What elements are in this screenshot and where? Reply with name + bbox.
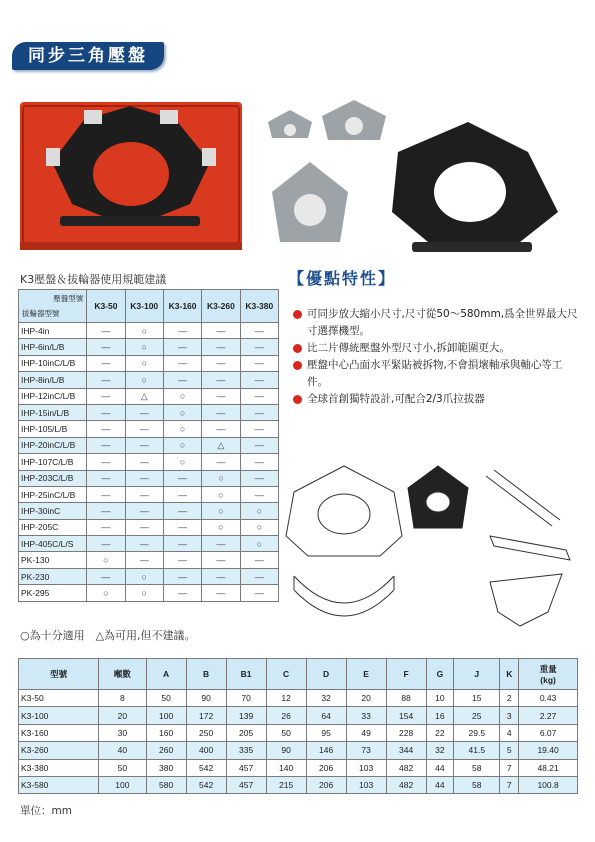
compat-row bbox=[19, 454, 279, 470]
spec-cell: 160 bbox=[146, 724, 186, 741]
compat-cell: ○ bbox=[125, 339, 163, 355]
compat-row bbox=[19, 585, 279, 601]
puller-model: IHP-4in bbox=[19, 323, 87, 339]
compat-cell: — bbox=[240, 568, 278, 584]
compat-cell: ○ bbox=[163, 404, 201, 420]
compat-cell: — bbox=[125, 437, 163, 453]
spec-cell: 8 bbox=[99, 690, 146, 707]
compat-cell: — bbox=[125, 486, 163, 502]
compat-cell: — bbox=[202, 339, 240, 355]
spec-header: K bbox=[500, 659, 519, 690]
compat-cell: — bbox=[240, 585, 278, 601]
spec-cell: 20 bbox=[99, 707, 146, 724]
compat-cell: — bbox=[240, 454, 278, 470]
compat-cell: — bbox=[125, 536, 163, 552]
compat-row bbox=[19, 323, 279, 339]
compat-cell: — bbox=[202, 568, 240, 584]
spec-cell: 140 bbox=[266, 759, 306, 776]
compat-cell: — bbox=[202, 454, 240, 470]
spec-cell: 0.43 bbox=[519, 690, 578, 707]
compat-cell: — bbox=[87, 404, 125, 420]
compat-header: K3-380 bbox=[240, 290, 278, 323]
spec-cell: 88 bbox=[386, 690, 426, 707]
puller-model: IHP-405C/L/S bbox=[19, 536, 87, 552]
compat-cell: — bbox=[163, 486, 201, 502]
compat-cell: — bbox=[202, 372, 240, 388]
compat-cell: — bbox=[240, 323, 278, 339]
spec-table-body bbox=[19, 690, 578, 794]
compat-cell: — bbox=[125, 421, 163, 437]
compat-cell: — bbox=[202, 552, 240, 568]
compat-cell: — bbox=[87, 323, 125, 339]
spec-model: K3-50 bbox=[19, 690, 99, 707]
spec-cell: 103 bbox=[346, 759, 386, 776]
spec-cell: 380 bbox=[146, 759, 186, 776]
compat-cell: — bbox=[240, 437, 278, 453]
puller-model: IHP-105/L/B bbox=[19, 421, 87, 437]
puller-model: IHP-30inC bbox=[19, 503, 87, 519]
spec-header: C bbox=[266, 659, 306, 690]
compat-cell: — bbox=[125, 552, 163, 568]
spec-cell: 2.27 bbox=[519, 707, 578, 724]
spec-cell: 228 bbox=[386, 724, 426, 741]
compat-row bbox=[19, 388, 279, 404]
compat-legend: ○為十分適用 △為可用,但不建議。 bbox=[20, 629, 196, 642]
compat-row bbox=[19, 339, 279, 355]
compat-cell: — bbox=[240, 404, 278, 420]
compat-row bbox=[19, 404, 279, 420]
spec-header: J bbox=[454, 659, 500, 690]
compat-cell: ○ bbox=[163, 388, 201, 404]
spec-cell: 50 bbox=[99, 759, 146, 776]
puller-model: IHP-10inC/L/B bbox=[19, 355, 87, 371]
compat-cell: — bbox=[163, 552, 201, 568]
puller-model: PK-230 bbox=[19, 568, 87, 584]
spec-cell: 146 bbox=[306, 742, 346, 759]
spec-cell: 2 bbox=[500, 690, 519, 707]
page-title: 同步三角壓盤 bbox=[12, 42, 164, 70]
compat-header: K3-160 bbox=[163, 290, 201, 323]
spec-cell: 15 bbox=[454, 690, 500, 707]
compat-row bbox=[19, 568, 279, 584]
compat-cell: — bbox=[125, 404, 163, 420]
spec-header: 重量 (kg) bbox=[519, 659, 578, 690]
spec-cell: 482 bbox=[386, 759, 426, 776]
spec-cell: 50 bbox=[266, 724, 306, 741]
compat-cell: — bbox=[240, 486, 278, 502]
compat-cell: — bbox=[87, 421, 125, 437]
spec-header: B bbox=[186, 659, 226, 690]
features-title: 【優點特性】 bbox=[288, 269, 397, 288]
compat-row bbox=[19, 421, 279, 437]
feature-item bbox=[291, 391, 581, 408]
spec-cell: 32 bbox=[306, 690, 346, 707]
compat-cell: — bbox=[87, 388, 125, 404]
puller-model: PK-130 bbox=[19, 552, 87, 568]
unit-note: 單位：mm bbox=[20, 805, 72, 817]
compat-cell: — bbox=[87, 339, 125, 355]
compat-cell: — bbox=[163, 339, 201, 355]
compat-cell: — bbox=[240, 421, 278, 437]
spec-model: K3-100 bbox=[19, 707, 99, 724]
compat-row bbox=[19, 372, 279, 388]
compat-cell: — bbox=[163, 519, 201, 535]
spec-cell: 139 bbox=[226, 707, 266, 724]
spec-header: E bbox=[346, 659, 386, 690]
bullet-icon bbox=[293, 310, 302, 319]
spec-row bbox=[19, 759, 578, 776]
spec-cell: 70 bbox=[226, 690, 266, 707]
feature-text: 壓盤中心凸面水平緊貼被拆物,不會損壞軸承與軸心等工件。 bbox=[307, 359, 563, 388]
compat-cell: ○ bbox=[87, 552, 125, 568]
spec-cell: 206 bbox=[306, 759, 346, 776]
corner-bottom-label: 拔輪器型號 bbox=[22, 309, 60, 318]
feature-item bbox=[291, 357, 581, 391]
puller-model: IHP-6in/L/B bbox=[19, 339, 87, 355]
compat-cell: — bbox=[87, 470, 125, 486]
compat-cell: ○ bbox=[163, 437, 201, 453]
spec-cell: 25 bbox=[454, 707, 500, 724]
spec-cell: 215 bbox=[266, 776, 306, 793]
compat-cell: — bbox=[240, 372, 278, 388]
compat-cell: — bbox=[125, 454, 163, 470]
compat-cell: — bbox=[163, 323, 201, 339]
compat-caption: K3壓盤＆拔輪器使用規範建議 bbox=[20, 273, 167, 286]
compat-cell: — bbox=[87, 568, 125, 584]
spec-cell: 40 bbox=[99, 742, 146, 759]
compat-cell: ○ bbox=[163, 454, 201, 470]
spec-model: K3-160 bbox=[19, 724, 99, 741]
spec-table bbox=[18, 658, 578, 794]
bullet-icon bbox=[293, 361, 302, 370]
corner-top-label: 壓盤型號 bbox=[53, 294, 84, 303]
compat-cell: △ bbox=[125, 388, 163, 404]
compat-cell: ○ bbox=[163, 421, 201, 437]
spec-cell: 335 bbox=[226, 742, 266, 759]
spec-cell: 3 bbox=[500, 707, 519, 724]
compat-cell: — bbox=[240, 470, 278, 486]
spec-cell: 6.07 bbox=[519, 724, 578, 741]
spec-cell: 172 bbox=[186, 707, 226, 724]
spec-header: G bbox=[426, 659, 454, 690]
compat-row bbox=[19, 503, 279, 519]
puller-model: IHP-20inC/L/B bbox=[19, 437, 87, 453]
compat-cell: — bbox=[125, 519, 163, 535]
spec-cell: 205 bbox=[226, 724, 266, 741]
puller-model: IHP-203C/L/B bbox=[19, 470, 87, 486]
compat-cell: — bbox=[202, 355, 240, 371]
spec-cell: 19.40 bbox=[519, 742, 578, 759]
compat-cell: — bbox=[163, 568, 201, 584]
puller-model: IHP-8in/L/B bbox=[19, 372, 87, 388]
bullet-icon bbox=[293, 395, 302, 404]
compat-cell: ○ bbox=[125, 568, 163, 584]
spec-header: A bbox=[146, 659, 186, 690]
compat-corner-header bbox=[19, 290, 87, 323]
spec-cell: 58 bbox=[454, 759, 500, 776]
spec-cell: 154 bbox=[386, 707, 426, 724]
compat-header: K3-50 bbox=[87, 290, 125, 323]
spec-header: B1 bbox=[226, 659, 266, 690]
spec-row bbox=[19, 776, 578, 793]
compat-row bbox=[19, 470, 279, 486]
compat-cell: ○ bbox=[202, 486, 240, 502]
spec-cell: 49 bbox=[346, 724, 386, 741]
compat-cell: — bbox=[202, 421, 240, 437]
spec-cell: 22 bbox=[426, 724, 454, 741]
spec-cell: 50 bbox=[146, 690, 186, 707]
spec-cell: 260 bbox=[146, 742, 186, 759]
compat-cell: ○ bbox=[202, 519, 240, 535]
compat-cell: — bbox=[202, 585, 240, 601]
spec-cell: 12 bbox=[266, 690, 306, 707]
compat-cell: — bbox=[240, 339, 278, 355]
compat-cell: — bbox=[87, 503, 125, 519]
compat-cell: — bbox=[87, 519, 125, 535]
spec-cell: 29.5 bbox=[454, 724, 500, 741]
compat-cell: ○ bbox=[240, 519, 278, 535]
spec-cell: 482 bbox=[386, 776, 426, 793]
compat-cell: — bbox=[240, 388, 278, 404]
spec-cell: 457 bbox=[226, 759, 266, 776]
spec-cell: 32 bbox=[426, 742, 454, 759]
compat-cell: ○ bbox=[125, 585, 163, 601]
compat-header: K3-100 bbox=[125, 290, 163, 323]
compat-cell: — bbox=[202, 388, 240, 404]
spec-cell: 542 bbox=[186, 776, 226, 793]
spec-header: 型號 bbox=[19, 659, 99, 690]
compat-cell: — bbox=[87, 355, 125, 371]
compat-cell: — bbox=[87, 372, 125, 388]
feature-item bbox=[291, 340, 581, 357]
spec-cell: 542 bbox=[186, 759, 226, 776]
spec-cell: 206 bbox=[306, 776, 346, 793]
spec-cell: 33 bbox=[346, 707, 386, 724]
spec-header: 噸數 bbox=[99, 659, 146, 690]
spec-cell: 100 bbox=[99, 776, 146, 793]
spec-cell: 64 bbox=[306, 707, 346, 724]
spec-cell: 26 bbox=[266, 707, 306, 724]
spec-row bbox=[19, 742, 578, 759]
compat-cell: — bbox=[163, 585, 201, 601]
spec-model: K3-380 bbox=[19, 759, 99, 776]
spec-cell: 48.21 bbox=[519, 759, 578, 776]
product-photo-pullers bbox=[258, 92, 580, 260]
spec-row bbox=[19, 707, 578, 724]
compat-cell: — bbox=[163, 536, 201, 552]
compat-cell: — bbox=[87, 437, 125, 453]
spec-cell: 73 bbox=[346, 742, 386, 759]
compat-cell: ○ bbox=[240, 503, 278, 519]
spec-cell: 90 bbox=[266, 742, 306, 759]
compat-row bbox=[19, 486, 279, 502]
spec-cell: 7 bbox=[500, 759, 519, 776]
feature-text: 可同步放大縮小尺寸,尺寸從50～580mm,爲全世界最大尺寸選擇機型。 bbox=[307, 308, 578, 337]
compat-row bbox=[19, 536, 279, 552]
spec-cell: 30 bbox=[99, 724, 146, 741]
compat-cell: — bbox=[125, 470, 163, 486]
spec-cell: 10 bbox=[426, 690, 454, 707]
compat-cell: ○ bbox=[240, 536, 278, 552]
puller-model: IHP-15in/L/B bbox=[19, 404, 87, 420]
spec-header: D bbox=[306, 659, 346, 690]
technical-drawings bbox=[284, 452, 584, 642]
puller-model: IHP-12inC/L/B bbox=[19, 388, 87, 404]
compat-row bbox=[19, 437, 279, 453]
compat-cell: ○ bbox=[125, 323, 163, 339]
compat-header: K3-260 bbox=[202, 290, 240, 323]
spec-cell: 400 bbox=[186, 742, 226, 759]
compat-cell: — bbox=[202, 323, 240, 339]
compat-table-body bbox=[19, 323, 279, 602]
compat-cell: ○ bbox=[125, 372, 163, 388]
spec-cell: 100.8 bbox=[519, 776, 578, 793]
compat-row bbox=[19, 552, 279, 568]
compat-cell: ○ bbox=[202, 503, 240, 519]
compat-row bbox=[19, 355, 279, 371]
compat-cell: — bbox=[202, 404, 240, 420]
spec-cell: 250 bbox=[186, 724, 226, 741]
puller-model: PK-295 bbox=[19, 585, 87, 601]
compat-cell: — bbox=[163, 470, 201, 486]
spec-header: F bbox=[386, 659, 426, 690]
spec-row bbox=[19, 690, 578, 707]
compat-cell: — bbox=[125, 503, 163, 519]
spec-cell: 20 bbox=[346, 690, 386, 707]
compat-cell: ○ bbox=[87, 585, 125, 601]
compat-cell: — bbox=[202, 536, 240, 552]
compat-cell: — bbox=[163, 355, 201, 371]
features-list bbox=[291, 306, 581, 408]
spec-cell: 103 bbox=[346, 776, 386, 793]
spec-row bbox=[19, 724, 578, 741]
puller-model: IHP-107C/L/B bbox=[19, 454, 87, 470]
spec-model: K3-580 bbox=[19, 776, 99, 793]
spec-cell: 344 bbox=[386, 742, 426, 759]
spec-cell: 41.5 bbox=[454, 742, 500, 759]
puller-model: IHP-205C bbox=[19, 519, 87, 535]
spec-cell: 95 bbox=[306, 724, 346, 741]
compat-cell: ○ bbox=[125, 355, 163, 371]
spec-cell: 4 bbox=[500, 724, 519, 741]
feature-item bbox=[291, 306, 581, 340]
spec-cell: 58 bbox=[454, 776, 500, 793]
spec-model: K3-260 bbox=[19, 742, 99, 759]
spec-cell: 44 bbox=[426, 776, 454, 793]
compat-cell: ○ bbox=[202, 470, 240, 486]
spec-cell: 580 bbox=[146, 776, 186, 793]
compat-cell: — bbox=[163, 503, 201, 519]
compat-cell: — bbox=[87, 486, 125, 502]
feature-text: 比二片傳統壓盤外型尺寸小,拆卸範圍更大。 bbox=[307, 342, 510, 354]
puller-model: IHP-25inC/L/B bbox=[19, 486, 87, 502]
product-photo-case bbox=[20, 92, 242, 252]
compat-cell: △ bbox=[202, 437, 240, 453]
spec-cell: 5 bbox=[500, 742, 519, 759]
compat-cell: — bbox=[163, 372, 201, 388]
spec-cell: 44 bbox=[426, 759, 454, 776]
compat-row bbox=[19, 519, 279, 535]
feature-text: 全球首創獨特設計,可配合2/3爪拉拔器 bbox=[307, 393, 485, 405]
compat-table bbox=[18, 289, 279, 602]
bullet-icon bbox=[293, 344, 302, 353]
spec-cell: 7 bbox=[500, 776, 519, 793]
compat-cell: — bbox=[240, 355, 278, 371]
spec-cell: 100 bbox=[146, 707, 186, 724]
spec-cell: 16 bbox=[426, 707, 454, 724]
compat-cell: — bbox=[87, 454, 125, 470]
compat-cell: — bbox=[240, 552, 278, 568]
spec-cell: 457 bbox=[226, 776, 266, 793]
spec-cell: 90 bbox=[186, 690, 226, 707]
compat-cell: — bbox=[87, 536, 125, 552]
